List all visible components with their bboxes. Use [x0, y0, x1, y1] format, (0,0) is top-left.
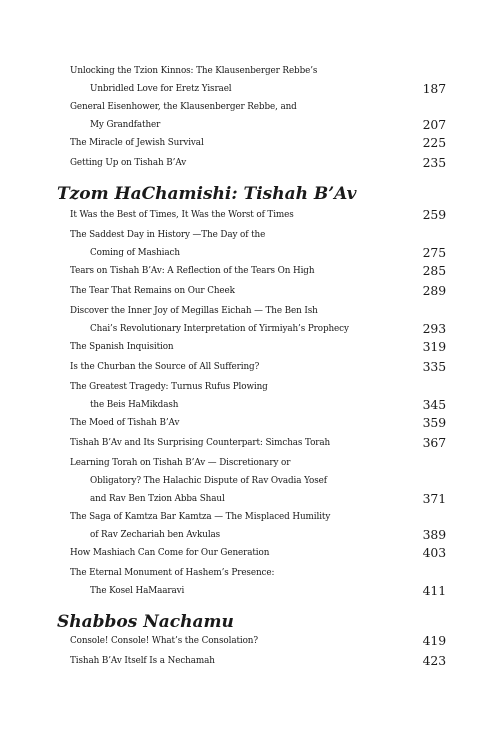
toc-entry [70, 134, 446, 152]
section-heading: Shabbos Nachamu [57, 612, 234, 632]
entry-title-line: Getting Up on Tishah B’Av [70, 158, 187, 168]
entry-title-line: How Mashiach Can Come for Our Generation [70, 548, 270, 558]
page-number: 367 [422, 435, 446, 450]
toc-entry [70, 378, 446, 414]
toc-entry [70, 226, 446, 262]
page-number: 319 [422, 339, 446, 354]
page-number: 259 [422, 207, 446, 222]
toc-entry [70, 414, 446, 432]
page-number: 285 [422, 263, 446, 278]
entry-title-line: Console! Console! What’s the Consolation? [70, 636, 258, 646]
entry-title-line: Unlocking the Tzion Kinnos: The Klausenberger Rebbe’s [70, 66, 318, 76]
page-number: 345 [422, 397, 446, 412]
entry-title-line: Tishah B’Av Itself Is a Nechamah [70, 656, 215, 666]
page-number: 411 [422, 583, 446, 598]
entry-title-line: Obligatory? The Halachic Dispute of Rav Ovadia Yosef [90, 476, 327, 486]
page-number: 275 [422, 245, 446, 260]
entry-title-line: Coming of Mashiach [90, 248, 180, 258]
entry-title-line: The Tear That Remains on Our Cheek [70, 286, 235, 296]
toc-entry [70, 302, 446, 338]
entry-title-line: The Greatest Tragedy: Turnus Rufus Plowing [70, 382, 268, 392]
entry-title-line: General Eisenhower, the Klausenberger Rebbe, and [70, 102, 297, 112]
page-number: 403 [422, 545, 446, 560]
entry-title-line: The Miracle of Jewish Survival [70, 138, 204, 148]
page-number: 207 [422, 117, 446, 132]
entry-title-line: Unbridled Love for Eretz Yisrael [90, 84, 232, 94]
entry-title-line: Is the Churban the Source of All Suffering? [70, 362, 260, 372]
page-number: 419 [422, 633, 446, 648]
toc-entry [70, 544, 446, 562]
page-number: 335 [422, 359, 446, 374]
page-number: 371 [422, 491, 446, 506]
entry-title-line: The Kosel HaMaaravi [90, 586, 185, 596]
toc-entry [70, 282, 446, 300]
entry-title-line: Discover the Inner Joy of Megillas Eichah — The Ben Ish [70, 306, 318, 316]
toc-entry [70, 338, 446, 356]
toc-entry [70, 262, 446, 280]
toc-entry [70, 206, 446, 224]
entry-title-line: the Beis HaMikdash [90, 400, 179, 410]
entry-title-line: of Rav Zechariah ben Avkulas [90, 530, 221, 540]
page-number: 389 [422, 527, 446, 542]
entry-title-line: My Grandfather [90, 120, 161, 130]
entry-title-line: The Saddest Day in History —The Day of the [70, 230, 266, 240]
toc-entry [70, 564, 446, 600]
entry-title-line: Chai’s Revolutionary Interpretation of Yirmiyah’s Prophecy [90, 324, 349, 334]
toc-entry [70, 434, 446, 452]
entry-title-line: Tears on Tishah B’Av: A Reflection of the Tears On High [70, 266, 315, 276]
toc-entry [70, 358, 446, 376]
page-number: 423 [422, 653, 446, 668]
entry-title-line: Learning Torah on Tishah B’Av — Discretionary or [70, 458, 291, 468]
toc-entry [70, 62, 446, 98]
entry-title-line: The Spanish Inquisition [70, 342, 174, 352]
entry-title-line: The Moed of Tishah B’Av [70, 418, 180, 428]
toc-entry [70, 454, 446, 508]
page-number: 187 [422, 81, 446, 96]
page-number: 359 [422, 415, 446, 430]
page-number: 293 [422, 321, 446, 336]
entry-title-line: The Eternal Monument of Hashem’s Presence: [70, 568, 275, 578]
toc-entry [70, 154, 446, 172]
entry-title-line: It Was the Best of Times, It Was the Worst of Times [70, 210, 294, 220]
toc-entry [70, 652, 446, 670]
section-heading: Tzom HaChamishi: Tishah B’Av [57, 184, 357, 204]
page-number: 225 [422, 135, 446, 150]
page-number: 289 [422, 283, 446, 298]
entry-title-line: The Saga of Kamtza Bar Kamtza — The Misplaced Humility [70, 512, 331, 522]
page-number: 235 [422, 155, 446, 170]
toc-entry [70, 98, 446, 134]
toc-entry [70, 632, 446, 650]
toc-entry [70, 508, 446, 544]
entry-title-line: and Rav Ben Tzion Abba Shaul [90, 494, 225, 504]
entry-title-line: Tishah B’Av and Its Surprising Counterpart: Simchas Torah [70, 438, 331, 448]
